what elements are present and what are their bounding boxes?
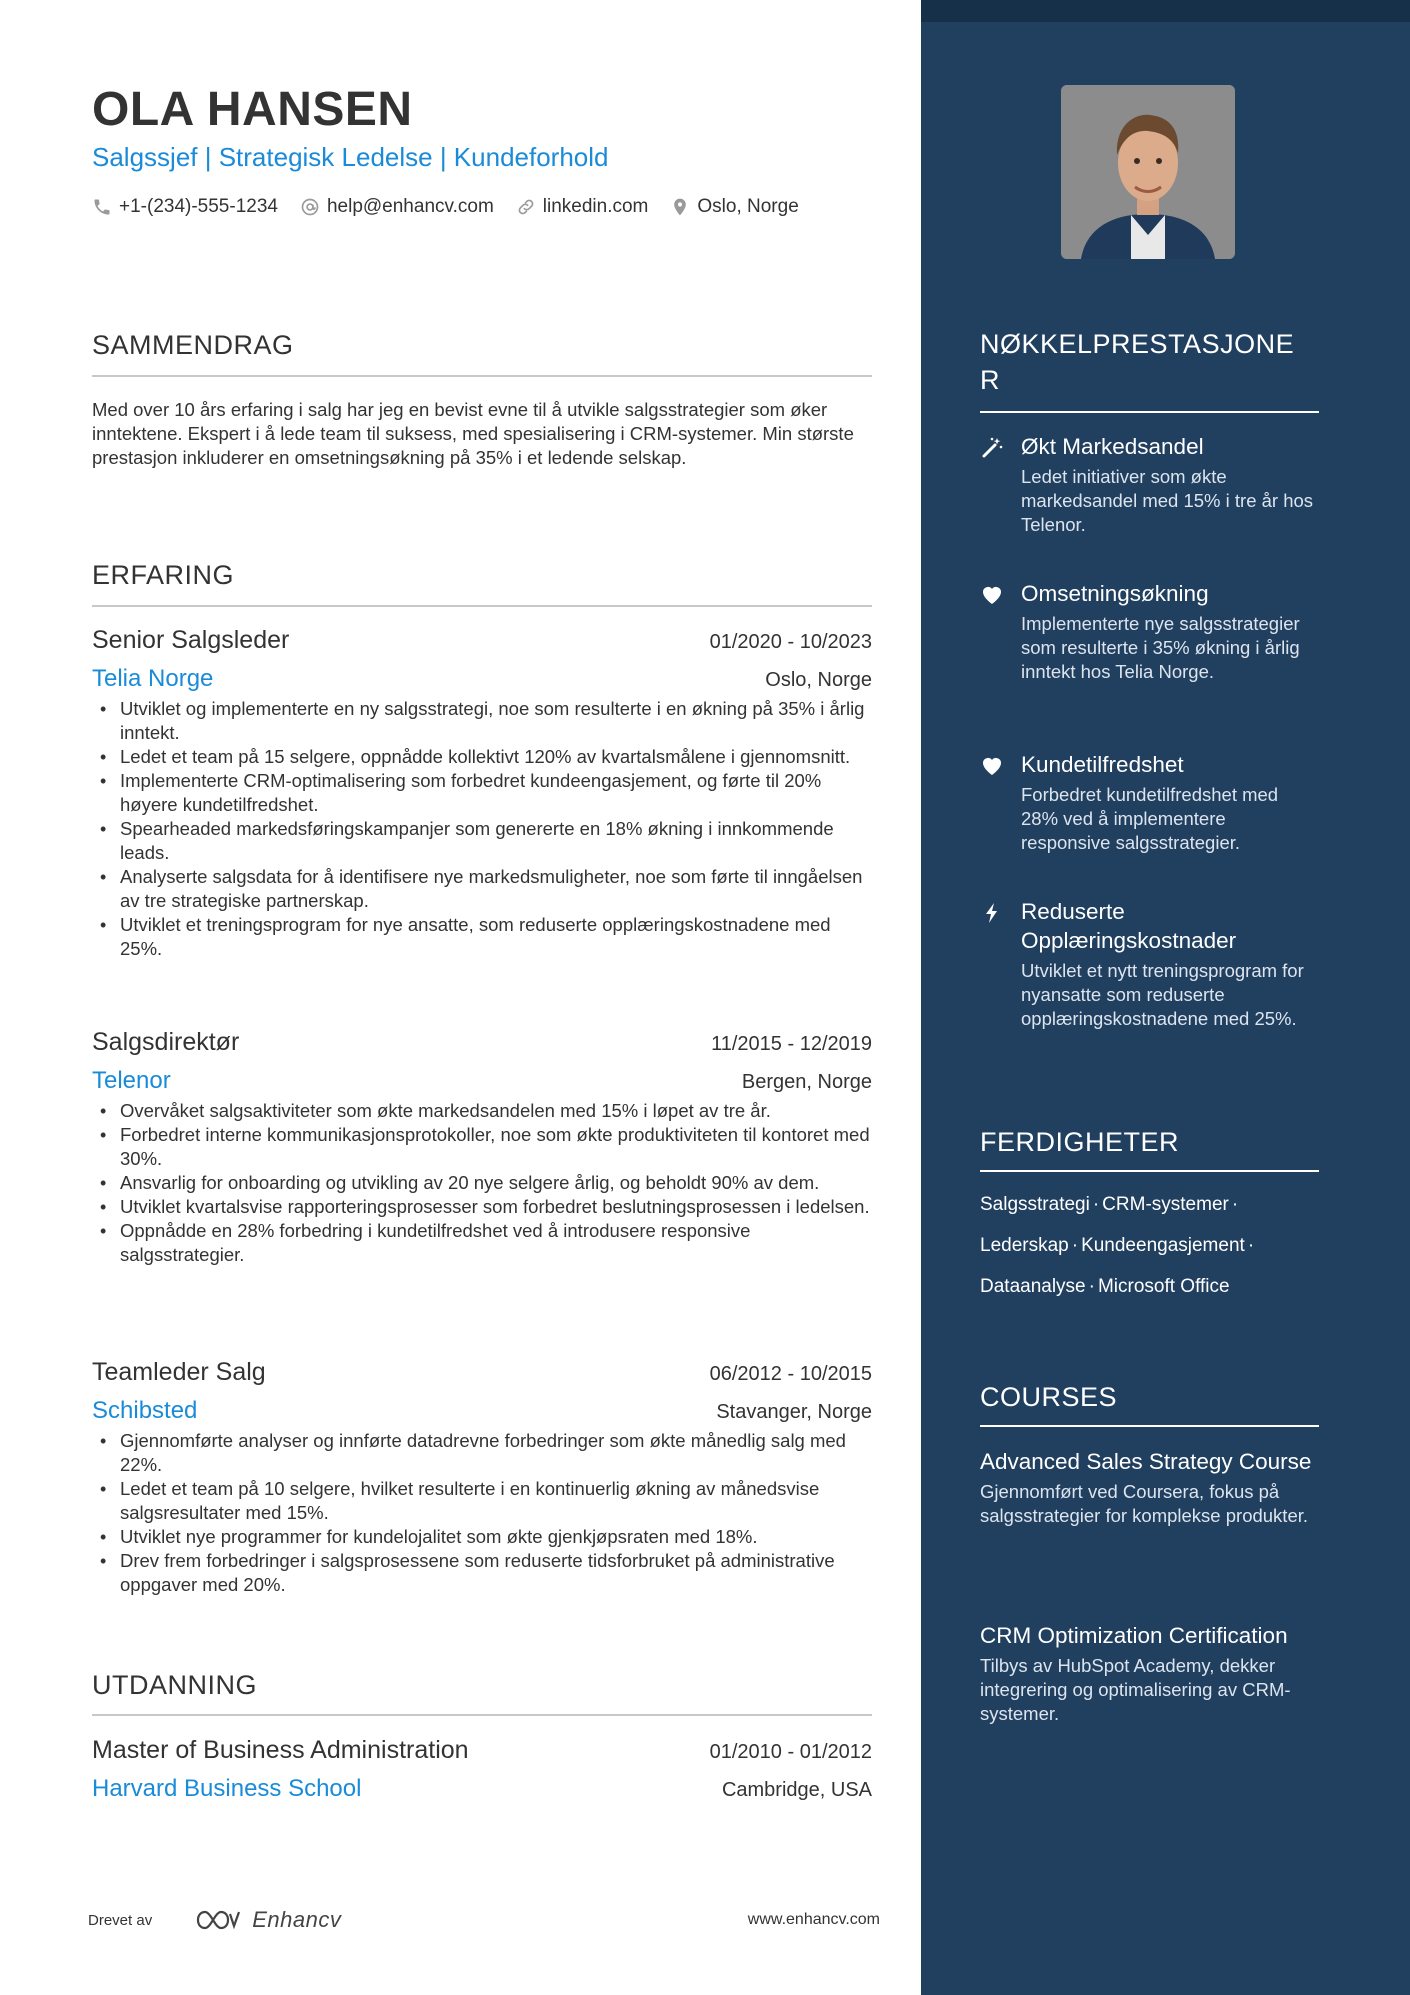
contact-location (670, 196, 798, 218)
link-icon (516, 197, 536, 217)
job-bullet: • Spearheaded markedsføringskampanjer som genererte en 18% økning i innkommende leads. (92, 817, 872, 865)
skills-row: Lederskap · Kundeengasjement · (980, 1235, 1255, 1256)
job-bullet: • Analyserte salgsdata for å identifisere nye markedsmuligheter, noe som førte til inngåelsen av tre strategiske partnerskap. (92, 865, 872, 913)
contact-email[interactable] (300, 196, 494, 218)
education-location: Cambridge, USA (721, 1779, 872, 1801)
achievements-divider (980, 411, 1319, 413)
job-entry (92, 1028, 872, 1267)
job-bullets (92, 1429, 872, 1597)
course-item (980, 1447, 1320, 1528)
experience-heading: ERFARING (92, 560, 235, 590)
achievement-description: Implementerte nye salgsstrategier som resulterte i 35% økning i årlig inntekt hos Telia Norge. (1021, 613, 1300, 682)
candidate-tagline: Salgssjef | Strategisk Ledelse | Kundeforhold (92, 142, 609, 172)
sidebar (921, 0, 1410, 1995)
skills-heading: FERDIGHETER (980, 1127, 1180, 1157)
skill-tag: Microsoft Office (1097, 1276, 1230, 1297)
achievement-title: Reduserte Opplæringskostnader (1021, 899, 1237, 953)
achievement-item (980, 897, 1320, 1031)
job-entry (92, 626, 872, 961)
contact-bar (92, 196, 821, 218)
job-bullet: • Oppnådde en 28% forbedring i kundetilfredshet ved å introdusere responsive salgsstrategier. (92, 1219, 872, 1267)
job-bullet: • Gjennomførte analyser og innførte datadrevne forbedringer som økte månedlig salg med 22%. (92, 1429, 872, 1477)
courses-divider (980, 1425, 1319, 1427)
phone-icon (92, 197, 112, 217)
at-icon (300, 197, 320, 217)
job-location: Bergen, Norge (741, 1071, 872, 1093)
job-title: Teamleder Salg (92, 1358, 266, 1386)
profile-photo (1061, 85, 1235, 259)
enhancv-logo[interactable] (194, 1907, 341, 1933)
summary-divider (92, 375, 872, 377)
skills-list (980, 1190, 1320, 1313)
contact-email-text: help@enhancv.com (326, 196, 494, 217)
job-bullet: • Forbedret interne kommunikasjonsprotokoller, noe som økte produktiviteten til kontoret med 30%. (92, 1123, 872, 1171)
contact-linkedin[interactable] (516, 196, 649, 218)
job-bullet: • Utviklet kvartalsvise rapporteringsprosesser som forbedret beslutningsprosessen i ledelsen. (92, 1195, 872, 1219)
skill-tag: Salgsstrategi (980, 1194, 1090, 1215)
education-heading: UTDANNING (92, 1670, 257, 1700)
achievement-description: Ledet initiativer som økte markedsandel med 15% i tre år hos Telenor. (1021, 466, 1314, 535)
heart-icon (980, 754, 1004, 778)
achievement-title: Omsetningsøkning (1021, 581, 1209, 606)
course-item (980, 1621, 1320, 1726)
footer-powered-by: Drevet av (88, 1911, 153, 1929)
profile-photo-illustration (1061, 85, 1235, 259)
education-school: Harvard Business School (92, 1775, 362, 1802)
skill-tag: Kundeengasjement (1081, 1235, 1245, 1256)
course-title: CRM Optimization Certification (980, 1623, 1288, 1648)
contact-phone-text: +1-(234)-555-1234 (119, 196, 278, 217)
achievement-title: Kundetilfredshet (1021, 752, 1184, 777)
location-pin-icon (670, 197, 690, 217)
job-dates: 06/2012 - 10/2015 (709, 1363, 872, 1385)
job-bullet: • Ledet et team på 10 selgere, hvilket resulterte i en kontinuerlig økning av månedsvise salgsresultater med 15%. (92, 1477, 872, 1525)
contact-location-text: Oslo, Norge (697, 196, 799, 217)
enhancv-logo-icon (194, 1907, 242, 1933)
skills-row: Salgsstrategi · CRM-systemer · (980, 1194, 1239, 1215)
job-bullets (92, 697, 872, 961)
course-description: Tilbys av HubSpot Academy, dekker integrering og optimalisering av CRM-systemer. (980, 1655, 1291, 1724)
achievements-heading (980, 326, 1320, 398)
course-description: Gjennomført ved Coursera, fokus på salgsstrategier for komplekse produkter. (980, 1481, 1309, 1526)
skill-tag: Lederskap (980, 1235, 1069, 1256)
summary-text: Med over 10 års erfaring i salg har jeg en bevist evne til å utvikle salgsstrategier som øker inntektene. Ekspert i å lede team til suksess, med spesialisering i CRM-systemer. Min største prestasjon inkluderer en omsetningsøkning på 35% i et ledende selskap. (92, 399, 854, 468)
job-bullet: • Ledet et team på 15 selgere, oppnådde kollektivt 120% av kvartalsmålene i gjennomsnitt. (92, 745, 872, 769)
courses-heading: COURSES (980, 1382, 1118, 1412)
job-company: Telia Norge (92, 665, 214, 692)
summary-heading: SAMMENDRAG (92, 330, 294, 360)
job-bullets (92, 1099, 872, 1267)
experience-divider (92, 605, 872, 607)
job-bullet: • Utviklet et treningsprogram for nye ansatte, som reduserte opplæringskostnadene med 25%. (92, 913, 872, 961)
course-title: Advanced Sales Strategy Course (980, 1449, 1312, 1474)
job-bullet: • Overvåket salgsaktiviteter som økte markedsandelen med 15% i løpet av tre år. (92, 1099, 872, 1123)
job-title: Senior Salgsleder (92, 626, 290, 654)
education-degree: Master of Business Administration (92, 1736, 469, 1764)
footer (88, 1900, 880, 1940)
lightning-icon (980, 901, 1004, 925)
job-company: Schibsted (92, 1397, 198, 1424)
sidebar-top-bar (921, 0, 1410, 22)
magic-wand-icon (980, 436, 1004, 460)
achievement-item (980, 579, 1320, 684)
footer-url[interactable]: www.enhancv.com (747, 1911, 880, 1928)
achievements-heading-line1: NØKKELPRESTASJONE (980, 329, 1295, 359)
achievements-heading-line2: R (980, 365, 1000, 395)
job-bullet: • Utviklet og implementerte en ny salgsstrategi, noe som resulterte i en økning på 35% i årlig inntekt. (92, 697, 872, 745)
education-entry (92, 1736, 872, 1803)
achievement-description: Utviklet et nytt treningsprogram for nyansatte som reduserte opplæringskostnadene med 25%. (1021, 960, 1304, 1029)
job-bullet: • Implementerte CRM-optimalisering som forbedret kundeengasjement, og førte til 20% høyere kundetilfredshet. (92, 769, 872, 817)
job-entry (92, 1358, 872, 1597)
skills-row: Dataanalyse · Microsoft Office (980, 1276, 1230, 1297)
job-bullet: • Utviklet nye programmer for kundelojalitet som økte gjenkjøpsraten med 18%. (92, 1525, 872, 1549)
job-bullet: • Ansvarlig for onboarding og utvikling av 20 nye selgere årlig, og beholdt 90% av dem. (92, 1171, 872, 1195)
job-company: Telenor (92, 1067, 171, 1094)
achievement-description: Forbedret kundetilfredshet med 28% ved å implementere responsive salgsstrategier. (1021, 784, 1279, 853)
job-dates: 01/2020 - 10/2023 (709, 631, 872, 653)
education-dates: 01/2010 - 01/2012 (709, 1741, 872, 1763)
education-divider (92, 1714, 872, 1716)
job-title: Salgsdirektør (92, 1028, 240, 1056)
contact-phone[interactable] (92, 196, 278, 218)
footer-brand: Enhancv (252, 1907, 342, 1932)
job-location: Oslo, Norge (765, 669, 872, 691)
achievement-title: Økt Markedsandel (1021, 434, 1204, 459)
skill-tag: Dataanalyse (980, 1276, 1086, 1297)
contact-linkedin-text: linkedin.com (542, 196, 649, 217)
job-location: Stavanger, Norge (716, 1401, 872, 1423)
heart-icon (980, 583, 1004, 607)
skills-divider (980, 1170, 1319, 1172)
job-bullet: • Drev frem forbedringer i salgsprosessene som reduserte tidsforbruket på administrative oppgaver med 20%. (92, 1549, 872, 1597)
job-dates: 11/2015 - 12/2019 (711, 1033, 872, 1055)
achievement-item (980, 750, 1320, 855)
candidate-name: OLA HANSEN (92, 83, 413, 136)
achievement-item (980, 432, 1320, 537)
skill-tag: CRM-systemer (1102, 1194, 1229, 1215)
